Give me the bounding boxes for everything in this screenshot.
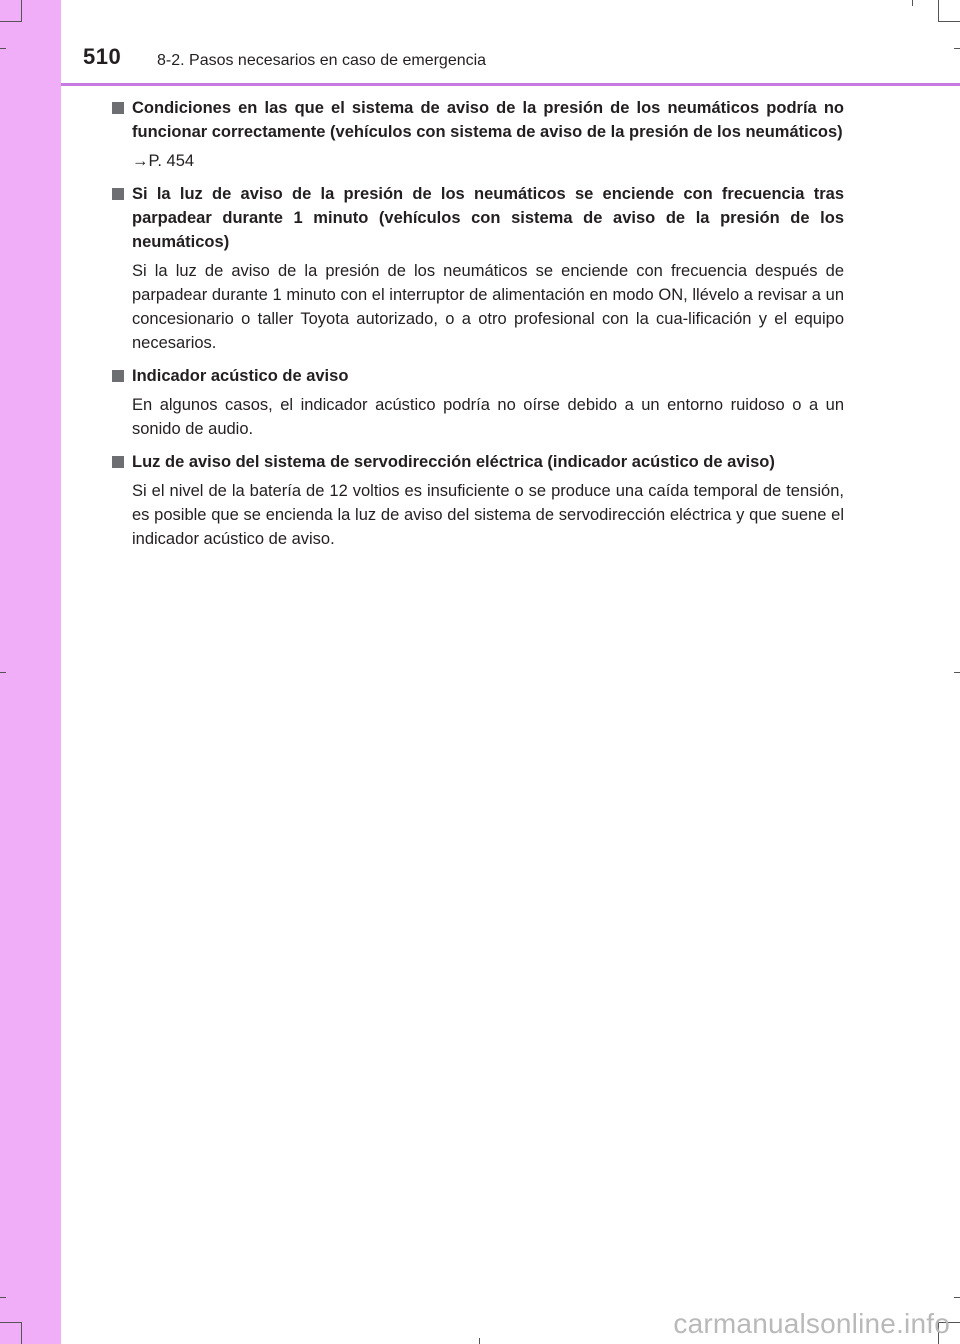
crop-mark [954,1297,960,1298]
crop-mark [0,21,22,22]
item-body: →P. 454 [132,152,195,170]
section-title: 8-2. Pasos necesarios en caso de emergencia [157,52,487,69]
side-color-band [0,0,61,1344]
crop-mark [21,1322,22,1344]
header-rule [61,83,960,86]
crop-mark [938,0,939,22]
list-item [112,364,844,441]
square-bullet-icon [112,456,124,468]
crop-mark [954,672,960,673]
content-body [112,96,844,560]
item-body: Si la luz de aviso de la presión de los neumáticos se enciende con frecuencia después de parpadear durante 1 minuto con el interruptor de alimentación en modo ON, llévelo a revisar a un concesionario o taller Toyota autorizado, o a otro profesional con la cua-lificación y el equipo necesarios. [132,262,844,352]
crop-mark [912,0,913,6]
list-item [112,182,844,355]
crop-mark [954,48,960,49]
page-number: 510 [83,44,122,69]
crop-mark [0,1297,6,1298]
crop-mark [938,21,960,22]
item-heading: Indicador acústico de aviso [132,367,349,385]
crop-mark [0,48,6,49]
square-bullet-icon [112,370,124,382]
watermark-logo: carmanualsonline.info [673,1308,950,1339]
item-heading: Luz de aviso del sistema de servodirección eléctrica (indicador acústico de aviso) [132,453,775,471]
crop-mark [0,1322,22,1323]
square-bullet-icon [112,188,124,200]
list-item [112,450,844,551]
list-item [112,96,844,173]
square-bullet-icon [112,102,124,114]
crop-mark [21,0,22,22]
item-body: En algunos casos, el indicador acústico podría no oírse debido a un entorno ruidoso o a un sonido de audio. [132,396,844,438]
item-body: Si el nivel de la batería de 12 voltios es insuficiente o se produce una caída temporal de tensión, es posible que se encienda la luz de aviso del sistema de servodirección eléctrica y que suene el indicador acústico de aviso. [132,482,844,548]
crop-mark [479,1338,480,1344]
item-heading: Condiciones en las que el sistema de aviso de la presión de los neumáticos podría no funcionar correctamente (vehículos con sistema de aviso de la presión de los neumáticos) [132,99,844,141]
item-heading: Si la luz de aviso de la presión de los neumáticos se enciende con frecuencia tras parpadear durante 1 minuto (vehículos con sistema de aviso de la presión de los neumáticos) [132,185,844,251]
crop-mark [0,672,6,673]
